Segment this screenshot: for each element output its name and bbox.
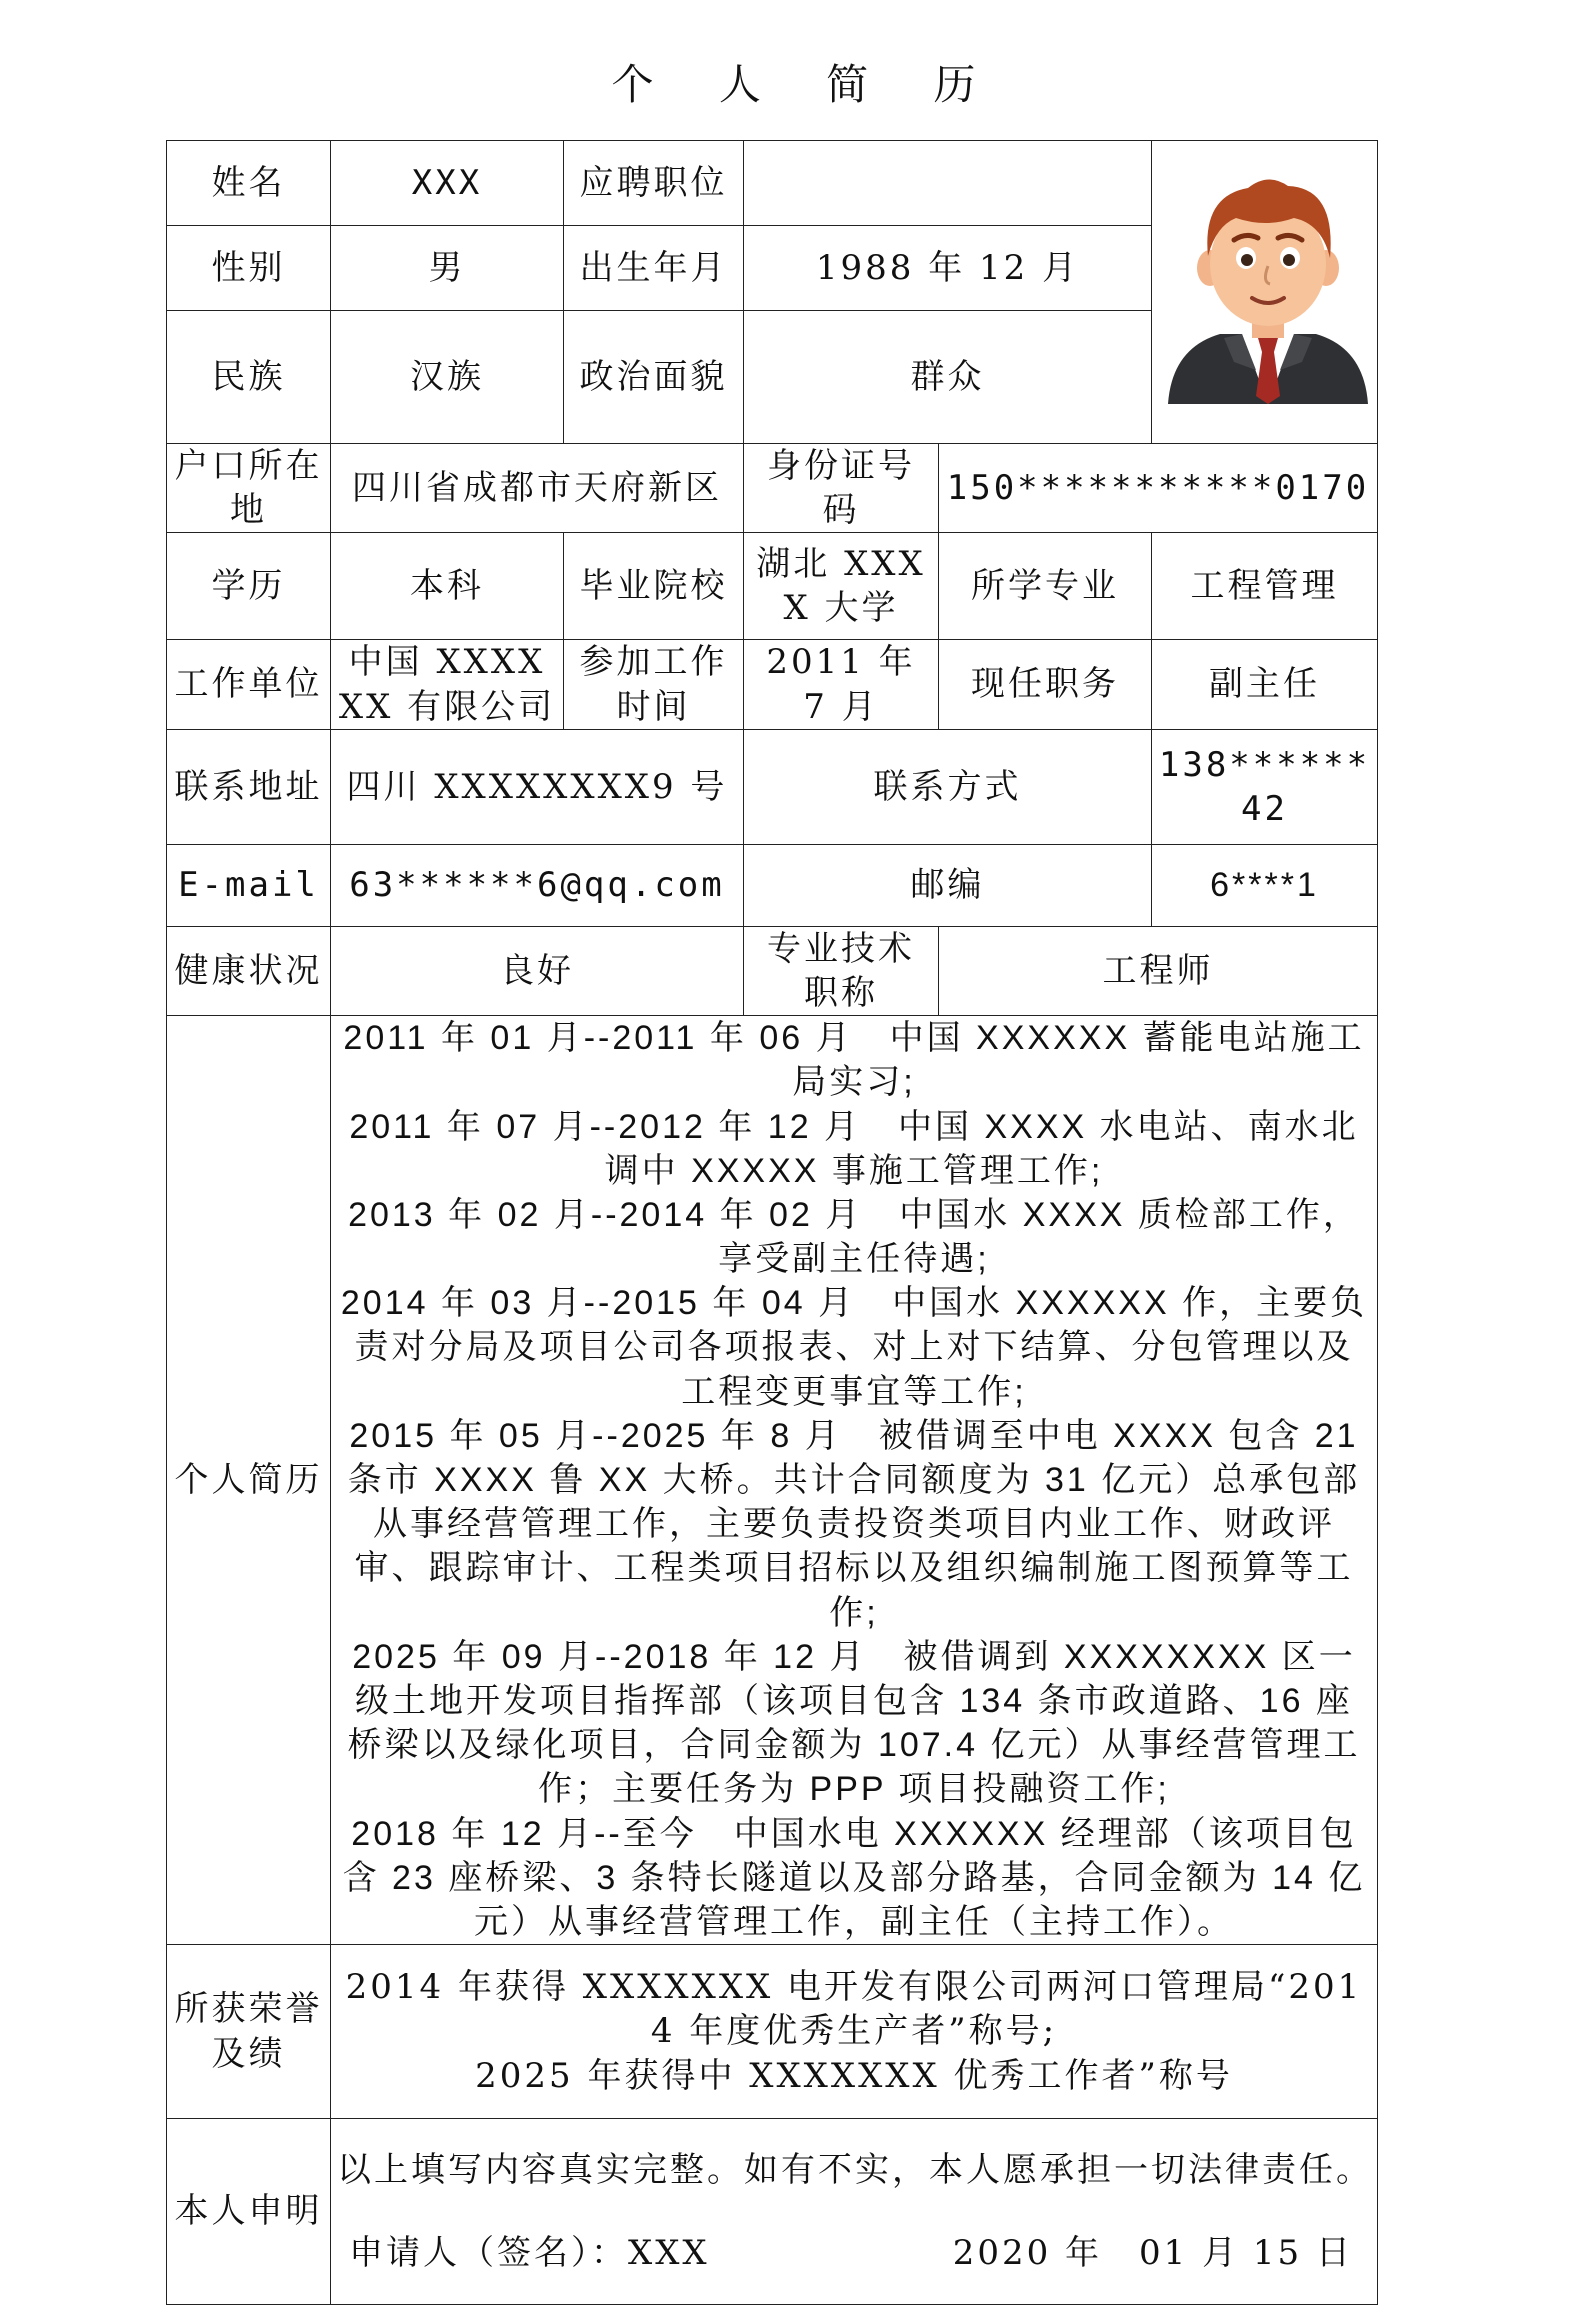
email-value: 63******6@qq.com bbox=[331, 844, 744, 926]
hukou-value: 四川省成都市天府新区 bbox=[331, 444, 744, 533]
history-entry: 2014 年 03 月--2015 年 04 月 中国水 XXXXXX 作，主要负责对分局及项目公司各项报表、对上对下结算、分包管理以及工程变更事宜等工作; bbox=[340, 1284, 1368, 1411]
work-start-label: 参加工作时间 bbox=[564, 640, 744, 729]
position-value bbox=[744, 141, 1152, 226]
school-label: 毕业院校 bbox=[564, 533, 744, 640]
political-label: 政治面貌 bbox=[564, 311, 744, 444]
employer-value: 中国 XXXXXX 有限公司 bbox=[331, 640, 564, 729]
name-value: XXX bbox=[331, 141, 564, 226]
sign-date: 2020 年 01 月 15 日 bbox=[952, 2232, 1353, 2273]
history-entry: 2025 年 09 月--2018 年 12 月 被借调到 XXXXXXXX 区一级土地开发项目指挥部（该项目包含 134 条市政道路、16 座桥梁以及绿化项目，合同金额为 107.4 亿元）从事经营管理工作；主要任务为 PPP 项目投融资工作; bbox=[347, 1637, 1361, 1809]
education-label: 学历 bbox=[167, 533, 331, 640]
gender-label: 性别 bbox=[167, 226, 331, 311]
history-entry: 2011 年 01 月--2011 年 06 月 中国 XXXXXX 蓄能电站施工局实习; bbox=[343, 1019, 1365, 1102]
health-label: 健康状况 bbox=[167, 926, 331, 1015]
statement-label: 本人申明 bbox=[167, 2119, 331, 2305]
education-value: 本科 bbox=[331, 533, 564, 640]
work-start-value: 2011 年 7 月 bbox=[744, 640, 939, 729]
birth-label: 出生年月 bbox=[564, 226, 744, 311]
honor-entry: 2025 年获得中 XXXXXXX 优秀工作者”称号 bbox=[475, 2055, 1233, 2096]
avatar-illustration bbox=[1158, 166, 1378, 406]
statement-cell bbox=[331, 2119, 1378, 2305]
email-label: E-mail bbox=[167, 844, 331, 926]
contact-value: 138******42 bbox=[1152, 729, 1378, 844]
honors-list bbox=[331, 1945, 1378, 2119]
tech-title-label: 专业技术职称 bbox=[744, 926, 939, 1015]
contact-label: 联系方式 bbox=[744, 729, 1152, 844]
ethnicity-value: 汉族 bbox=[331, 311, 564, 444]
birth-value: 1988 年 12 月 bbox=[744, 226, 1152, 311]
address-label: 联系地址 bbox=[167, 729, 331, 844]
school-value: 湖北 XXXX 大学 bbox=[744, 533, 939, 640]
history-entry: 2013 年 02 月--2014 年 02 月 中国水 XXXX 质检部工作，享受副主任待遇; bbox=[348, 1195, 1360, 1279]
history-entry: 2015 年 05 月--2025 年 8 月 被借调至中电 XXXX 包含 21 条市 XXXX 鲁 XX 大桥。共计合同额度为 31 亿元）总承包部从事经营管理工作，主要负责投资类项目内业工作、财政评审、跟踪审计、工程类项目招标以及组织编制施工图预算等工作; bbox=[347, 1416, 1361, 1632]
id-card-label: 身份证号码 bbox=[744, 444, 939, 533]
honors-label: 所获荣誉及绩 bbox=[167, 1945, 331, 2119]
honor-entry: 2014 年获得 XXXXXXX 电开发有限公司两河口管理局“2014 年度优秀生产者”称号; bbox=[345, 1967, 1363, 2052]
position-label: 应聘职位 bbox=[564, 141, 744, 226]
avatar bbox=[1152, 141, 1378, 444]
political-value: 群众 bbox=[744, 311, 1152, 444]
history-entry: 2011 年 07 月--2012 年 12 月 中国 XXXX 水电站、南水北调中 XXXXX 事施工管理工作; bbox=[349, 1107, 1359, 1190]
tech-title-value: 工程师 bbox=[939, 926, 1378, 1015]
address-value: 四川 XXXXXXXX9 号 bbox=[331, 729, 744, 844]
statement-text: 以上填写内容真实完整。如有不实，本人愿承担一切法律责任。 bbox=[337, 2150, 1373, 2191]
employer-label: 工作单位 bbox=[167, 640, 331, 729]
page-title: 个 人 简 历 bbox=[611, 60, 1002, 109]
history-entry: 2018 年 12 月--至今 中国水电 XXXXXX 经理部（该项目包含 23 座桥梁、3 条特长隧道以及部分路基，合同金额为 14 亿元）从事经营管理工作，副主任（主持工作）。 bbox=[342, 1814, 1366, 1941]
signer-label: 申请人（签名）：XXX bbox=[349, 2232, 710, 2273]
major-label: 所学专业 bbox=[939, 533, 1152, 640]
name-label: 姓名 bbox=[167, 141, 331, 226]
major-value: 工程管理 bbox=[1152, 533, 1378, 640]
current-post-label: 现任职务 bbox=[939, 640, 1152, 729]
id-card-value: 150***********0170 bbox=[939, 444, 1378, 533]
hukou-label: 户口所在地 bbox=[167, 444, 331, 533]
current-post-value: 副主任 bbox=[1152, 640, 1378, 729]
ethnicity-label: 民族 bbox=[167, 311, 331, 444]
postcode-value: 6****1 bbox=[1152, 844, 1378, 926]
postcode-label: 邮编 bbox=[744, 844, 1152, 926]
resume-table bbox=[166, 140, 1378, 2305]
gender-value: 男 bbox=[331, 226, 564, 311]
history-list bbox=[331, 1016, 1378, 1945]
history-label: 个人简历 bbox=[167, 1016, 331, 1945]
health-value: 良好 bbox=[331, 926, 744, 1015]
signature-row bbox=[337, 2231, 1371, 2275]
